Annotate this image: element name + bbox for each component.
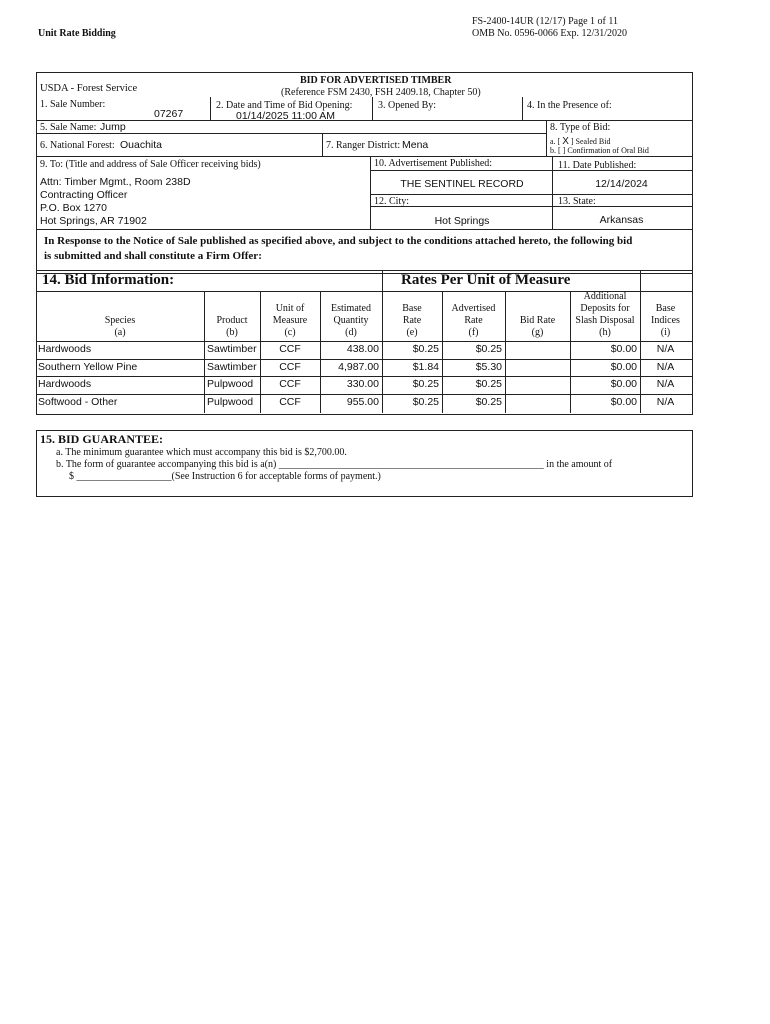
bid-cell-estimated-quantity: 330.00 — [346, 378, 379, 390]
bid-type-oral[interactable]: b. [ ] Confirmation of Oral Bid — [550, 146, 649, 155]
city-label: 12. City: — [374, 196, 410, 207]
column-header-line: Rate — [402, 315, 422, 326]
bid-cell-base-indices: N/A — [656, 396, 675, 408]
column-header-line: Unit of — [275, 303, 305, 314]
bid-cell-base-rate: $0.25 — [412, 378, 439, 390]
national-forest-label: 6. National Forest: — [40, 140, 115, 151]
column-header-line: Additional — [583, 291, 627, 302]
ranger-district-label: 7. Ranger District: — [326, 140, 401, 151]
state-value[interactable]: Arkansas — [599, 214, 644, 226]
bid-cell-advertised-rate: $0.25 — [475, 343, 502, 355]
column-header-line: (d) — [345, 327, 357, 338]
column-header-bid-rate — [505, 315, 570, 339]
bid-cell-slash-deposit: $0.00 — [610, 378, 637, 390]
bid-cell-species: Hardwoods — [38, 343, 92, 355]
bid-cell-unit-of-measure: CCF — [279, 343, 301, 355]
bid-type-label: 8. Type of Bid: — [550, 122, 611, 133]
sale-name-label: 5. Sale Name: — [40, 122, 97, 133]
column-header-line: (a) — [114, 327, 126, 338]
sale-officer-address[interactable] — [40, 176, 191, 228]
column-header-line: Base — [655, 303, 676, 314]
bid-cell-base-indices: N/A — [656, 361, 675, 373]
guarantee-minimum: a. The minimum guarantee which must accompany this bid is $2,700.00. — [56, 447, 347, 458]
omb-number: OMB No. 0596-0066 Exp. 12/31/2020 — [472, 28, 627, 39]
column-header-base-rate — [382, 303, 442, 339]
column-header-species — [36, 315, 204, 339]
bid-cell-slash-deposit: $0.00 — [610, 361, 637, 373]
column-header-line: Quantity — [333, 315, 369, 326]
column-header-line: Species — [104, 315, 136, 326]
bid-cell-base-rate: $0.25 — [412, 343, 439, 355]
sealed-bid-check-mark: X — [562, 136, 569, 147]
guarantee-amount-field[interactable]: $ ___________________(See Instruction 6 for acceptable forms of payment.) — [69, 471, 381, 482]
bid-cell-product: Sawtimber — [207, 343, 257, 355]
firm-offer-statement — [44, 234, 688, 264]
column-header-line: (h) — [599, 327, 611, 338]
ranger-district-value[interactable]: Mena — [402, 139, 429, 151]
sale-number-label: 1. Sale Number: — [40, 99, 106, 110]
column-header-line: Indices — [651, 315, 680, 326]
bid-cell-product: Pulpwood — [207, 396, 254, 408]
bid-cell-estimated-quantity: 438.00 — [346, 343, 379, 355]
column-header-line: Estimated — [331, 303, 371, 314]
date-published-value[interactable]: 12/14/2024 — [595, 178, 648, 190]
bid-type-a-prefix: a. [ — [550, 137, 561, 146]
opened-by-label: 3. Opened By: — [378, 100, 437, 111]
bid-cell-species: Softwood - Other — [38, 396, 118, 408]
column-header-line: Rate — [464, 315, 483, 326]
guarantee-form-field[interactable]: b. The form of guarantee accompanying this bid is a(n) _____________________________________________________ in the amount of — [56, 459, 613, 470]
bid-cell-unit-of-measure: CCF — [279, 396, 301, 408]
ad-published-label: 10. Advertisement Published: — [374, 158, 493, 169]
column-header-line: (i) — [660, 327, 671, 338]
column-header-advertised-rate — [442, 303, 505, 339]
bid-information-title: 14. Bid Information: — [42, 272, 175, 288]
ad-published-value[interactable]: THE SENTINEL RECORD — [400, 178, 524, 190]
column-header-base-indices — [640, 303, 691, 339]
form-main-title: BID FOR ADVERTISED TIMBER — [300, 75, 452, 86]
firm-offer-line: In Response to the Notice of Sale published as specified above, and subject to the conditions attached hereto, the following bid — [44, 235, 633, 247]
bid-opening-label: 2. Date and Time of Bid Opening: — [216, 100, 353, 111]
form-series-title: Unit Rate Bidding — [38, 28, 116, 39]
date-published-label: 11. Date Published: — [558, 160, 637, 171]
address-line: Contracting Officer — [40, 189, 128, 201]
address-line: Attn: Timber Mgmt., Room 238D — [40, 176, 191, 188]
bid-cell-advertised-rate: $5.30 — [475, 361, 502, 373]
city-value[interactable]: Hot Springs — [434, 215, 490, 227]
column-header-slash-deposit — [570, 291, 640, 339]
bid-opening-value[interactable]: 01/14/2025 11:00 AM — [236, 110, 336, 122]
agency-label: USDA - Forest Service — [40, 83, 138, 94]
rates-per-unit-title: Rates Per Unit of Measure — [401, 272, 571, 288]
column-header-unit-of-measure — [260, 303, 320, 339]
form-number: FS-2400-14UR (12/17) Page 1 of 11 — [472, 16, 619, 27]
bid-cell-estimated-quantity: 955.00 — [346, 396, 379, 408]
firm-offer-line: is submitted and shall constitute a Firm Offer: — [44, 250, 262, 262]
national-forest-value[interactable]: Ouachita — [120, 139, 163, 151]
column-header-line: Product — [216, 315, 248, 326]
sale-number-value[interactable]: 07267 — [154, 108, 184, 120]
sale-name-value[interactable]: Jump — [100, 121, 126, 133]
bid-cell-base-indices: N/A — [656, 378, 675, 390]
column-header-line: (b) — [226, 327, 238, 338]
bid-cell-slash-deposit: $0.00 — [610, 343, 637, 355]
bid-cell-advertised-rate: $0.25 — [475, 396, 502, 408]
column-header-line: Bid Rate — [519, 315, 556, 326]
sale-officer-label: 9. To: (Title and address of Sale Officer receiving bids) — [40, 159, 261, 170]
state-label: 13. State: — [558, 196, 596, 207]
column-header-line: Measure — [272, 315, 308, 326]
column-header-line: (c) — [284, 327, 296, 338]
bid-cell-slash-deposit: $0.00 — [610, 396, 637, 408]
address-line: P.O. Box 1270 — [40, 202, 107, 214]
bid-guarantee-title: 15. BID GUARANTEE: — [40, 432, 164, 446]
address-line: Hot Springs, AR 71902 — [40, 215, 147, 227]
bid-cell-estimated-quantity: 4,987.00 — [338, 361, 379, 373]
column-header-product — [204, 315, 260, 339]
presence-label: 4. In the Presence of: — [527, 100, 612, 111]
bid-cell-base-indices: N/A — [656, 343, 675, 355]
column-header-estimated-quantity — [320, 303, 382, 339]
bid-type-a-text: ] Sealed Bid — [570, 137, 611, 146]
column-header-line: (g) — [531, 327, 544, 338]
column-header-line: Slash Disposal — [575, 315, 635, 326]
column-header-line: (e) — [406, 327, 418, 338]
bid-cell-base-rate: $1.84 — [412, 361, 439, 373]
column-header-line: (f) — [468, 327, 479, 338]
bid-cell-product: Pulpwood — [207, 378, 254, 390]
bid-cell-unit-of-measure: CCF — [279, 378, 301, 390]
column-header-line: Base — [402, 303, 422, 314]
bid-cell-species: Hardwoods — [38, 378, 92, 390]
bid-cell-species: Southern Yellow Pine — [38, 361, 138, 373]
bid-cell-base-rate: $0.25 — [412, 396, 439, 408]
form-reference: (Reference FSM 2430, FSH 2409.18, Chapter 50) — [281, 87, 481, 98]
bid-cell-unit-of-measure: CCF — [279, 361, 301, 373]
column-header-line: Advertised — [451, 303, 496, 314]
bid-cell-product: Sawtimber — [207, 361, 257, 373]
bid-cell-advertised-rate: $0.25 — [475, 378, 502, 390]
column-header-line: Deposits for — [580, 303, 630, 314]
